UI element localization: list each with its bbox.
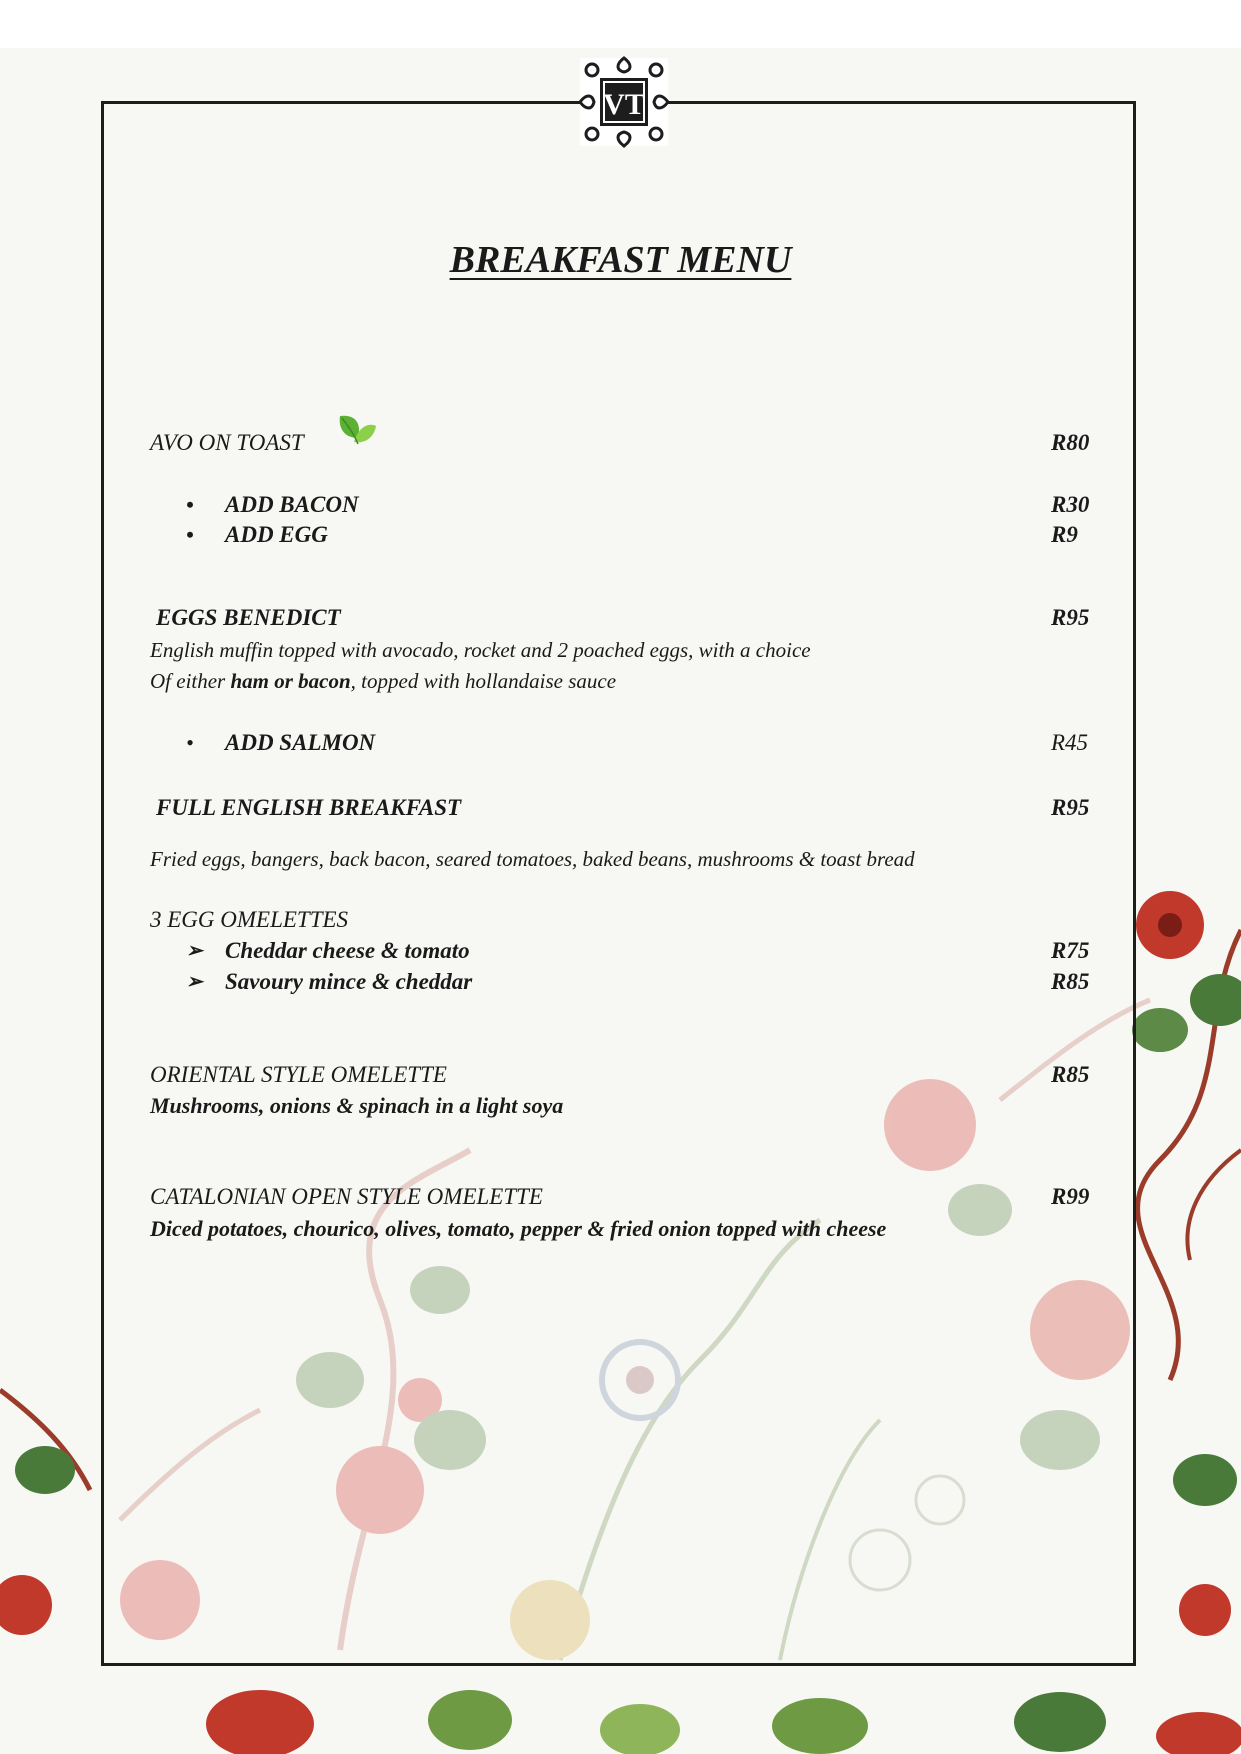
item-price: R95: [1051, 605, 1090, 630]
item-price: R85: [1051, 1062, 1090, 1087]
item-price: R95: [1051, 795, 1090, 820]
addon-add-egg: [150, 522, 1091, 552]
menu-item-catalonian-omelette: [150, 1184, 1091, 1214]
item-name: ADD BACON: [225, 492, 359, 517]
item-price: R80: [1051, 430, 1090, 455]
arrow-bullet-icon: ➢: [186, 971, 203, 993]
eggs-benedict-description-line-2: Of either ham or bacon, topped with hollandaise sauce: [150, 669, 617, 693]
logo-monogram-text: VT: [603, 88, 645, 121]
item-name: AVO ON TOAST: [150, 430, 304, 455]
menu-section-3-egg-omelettes: [150, 907, 1091, 937]
arrow-bullet-icon: ➢: [186, 940, 203, 962]
item-price: R99: [1051, 1184, 1090, 1209]
bullet-icon: •: [186, 522, 194, 547]
bullet-icon: •: [186, 730, 194, 755]
menu-item-eggs-benedict: [150, 605, 1091, 635]
omelette-option-savoury-mince: [150, 969, 1091, 999]
vegan-leaf-icon: [336, 412, 378, 448]
item-name: Cheddar cheese & tomato: [225, 938, 470, 963]
item-name: ADD EGG: [225, 522, 328, 547]
catalonian-description: Diced potatoes, chourico, olives, tomato, pepper & fried onion topped with cheese: [150, 1216, 887, 1241]
eggs-benedict-description-line-1: English muffin topped with avocado, rocket and 2 poached eggs, with a choice: [150, 638, 811, 662]
addon-add-bacon: [150, 492, 1091, 522]
bullet-icon: •: [186, 492, 194, 517]
item-price: R9: [1051, 522, 1078, 547]
menu-item-avo-on-toast: [150, 430, 1091, 460]
item-price: R85: [1051, 969, 1090, 994]
oriental-description: Mushrooms, onions & spinach in a light soya: [150, 1093, 564, 1118]
menu-frame: [101, 101, 1136, 1666]
item-name: 3 EGG OMELETTES: [150, 907, 349, 932]
item-name: EGGS BENEDICT: [156, 605, 341, 630]
omelette-option-cheddar-tomato: [150, 938, 1091, 968]
item-price: R75: [1051, 938, 1090, 963]
full-english-description: Fried eggs, bangers, back bacon, seared tomatoes, baked beans, mushrooms & toast bread: [150, 847, 915, 871]
menu-item-oriental-style-omelette: [150, 1062, 1091, 1092]
item-price: R30: [1051, 492, 1090, 517]
item-name: ORIENTAL STYLE OMELETTE: [150, 1062, 447, 1087]
vt-monogram-logo-icon: [576, 54, 672, 150]
menu-item-full-english-breakfast: [150, 795, 1091, 825]
item-name: FULL ENGLISH BREAKFAST: [156, 795, 462, 820]
item-name: Savoury mince & cheddar: [225, 969, 473, 994]
item-price: R45: [1051, 730, 1089, 755]
menu-title: BREAKFAST MENU: [449, 239, 792, 281]
addon-add-salmon: [150, 730, 1091, 760]
item-name: CATALONIAN OPEN STYLE OMELETTE: [150, 1184, 543, 1209]
item-name: ADD SALMON: [225, 730, 376, 755]
